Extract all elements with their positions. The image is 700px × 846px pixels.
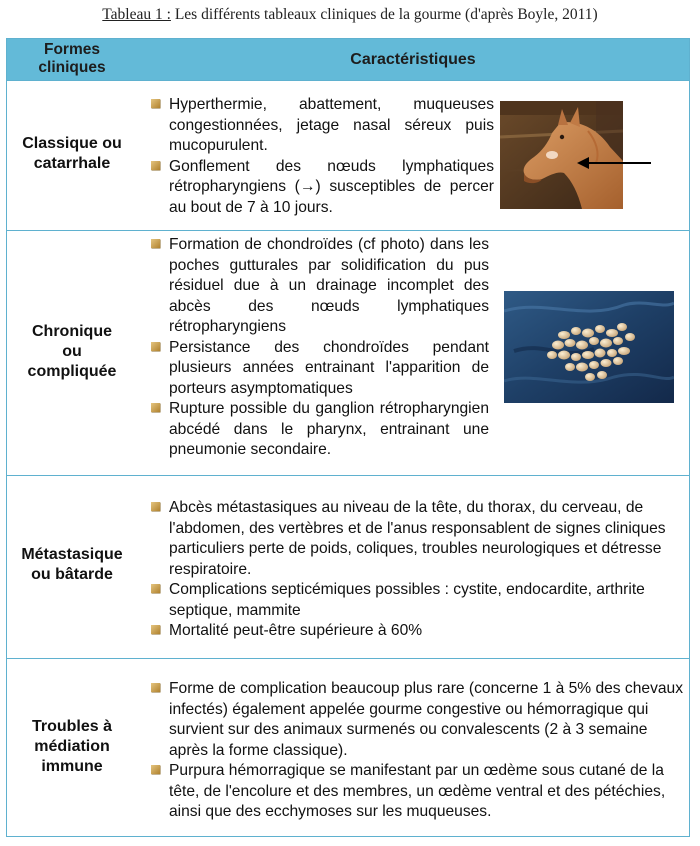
list-item (149, 157, 494, 219)
table-row-metastasique (7, 476, 689, 659)
list-item-text: Gonflement des nœuds lymphatiques rétropharyngiens (→) susceptibles de percer au bout de 7 à 10 jours. (169, 157, 494, 216)
bullet-list-metastasique (149, 498, 689, 642)
list-item-text: Formation de chondroïdes (cf photo) dans les poches gutturales par solidification du pus résiduel due à un drainage incomplet des abcès des nœuds lymphatiques rétropharyngiens (169, 236, 489, 335)
bullet-icon (151, 765, 160, 774)
row-label-line: Troubles à (31, 718, 113, 735)
table-header (7, 39, 689, 81)
bullet-icon (151, 584, 160, 593)
list-item (149, 580, 689, 621)
list-item (149, 761, 687, 823)
table-row-classique (7, 81, 689, 231)
list-item (149, 235, 489, 338)
row-label-line: ou (62, 343, 82, 360)
list-item-text: Complications septicémiques possibles : cystite, endocardite, arthrite septique, mammite (169, 581, 645, 619)
list-item (149, 95, 494, 157)
row-label-line: catarrhale (33, 155, 111, 172)
bullet-list-classique (149, 95, 494, 218)
row-label-troubles (7, 717, 137, 777)
bullet-icon (151, 683, 160, 692)
list-item-text: Abcès métastasiques au niveau de la tête, du thorax, du cerveau, de l'abdomen, des vertèbres et de l'anus responsablent de signes cliniques particuliers perte de poids, coliques, troubles neurologiques et détresse respiratoire. (169, 499, 666, 578)
bullet-icon (151, 342, 160, 351)
list-item-text: Persistance des chondroïdes pendant plusieurs années entrainant l'apparition de porteurs asymptomatiques (169, 338, 489, 397)
table-caption (0, 6, 700, 24)
bullet-icon (151, 99, 160, 108)
list-item-text: Purpura hémorragique se manifestant par un œdème sous cutané de la tête, de l'encolure et des membres, un œdème ventral et des pétéchies, ainsi que des ecchymoses sur les muqueuses. (169, 762, 666, 820)
clinical-forms-table (6, 38, 690, 837)
row-label-line: immune (41, 758, 103, 775)
chondroids-photo (504, 291, 674, 403)
bullet-list-troubles (149, 679, 687, 823)
list-item (149, 338, 489, 400)
list-item (149, 679, 687, 761)
bullet-icon (151, 161, 160, 170)
header-col1-line1: Formes (44, 41, 100, 58)
list-item-text: Mortalité peut-être supérieure à 60% (169, 622, 423, 639)
row-label-line: ou bâtarde (31, 566, 113, 583)
bullet-list-chronique (149, 235, 489, 461)
caption-label: Tableau 1 : (102, 6, 171, 23)
arrow-icon (575, 155, 655, 171)
row-label-line: Classique ou (22, 135, 122, 152)
chondroids-photo-svg (504, 291, 674, 403)
header-caracteristiques: Caractéristiques (350, 51, 476, 68)
caption-text: Les différents tableaux cliniques de la gourme (d'après Boyle, 2011) (170, 6, 598, 23)
header-forms-cliniques (7, 41, 137, 77)
row-label-chronique (7, 322, 137, 382)
row-label-classique (7, 134, 137, 174)
list-item-text: Forme de complication beaucoup plus rare (concerne 1 à 5% des chevaux infectés) également appelée gourme congestive ou hémorragique qui survient sur des animaux surmenés ou convalescents (2 à 3 semaine après la forme classique). (169, 680, 684, 759)
header-col1-line2: cliniques (38, 59, 106, 76)
bullet-icon (151, 403, 160, 412)
table-row-chronique (7, 231, 689, 476)
row-label-line: Métastasique (21, 546, 123, 563)
list-item (149, 399, 489, 461)
list-item (149, 498, 689, 580)
row-label-line: compliquée (27, 363, 117, 380)
list-item-text: Hyperthermie, abattement, muqueuses congestionnées, jetage nasal séreux puis mucopurulent. (169, 96, 494, 154)
bullet-icon (151, 239, 160, 248)
bullet-icon (151, 625, 160, 634)
row-label-line: médiation (34, 738, 110, 755)
bullet-icon (151, 502, 160, 511)
list-item-text: Rupture possible du ganglion rétropharyngien abcédé dans le pharynx, entrainant une pneumonie secondaire. (169, 400, 489, 458)
list-item (149, 621, 689, 642)
row-label-line: Chronique (32, 323, 112, 340)
row-label-metastasique (7, 545, 137, 585)
table-row-troubles (7, 659, 689, 836)
